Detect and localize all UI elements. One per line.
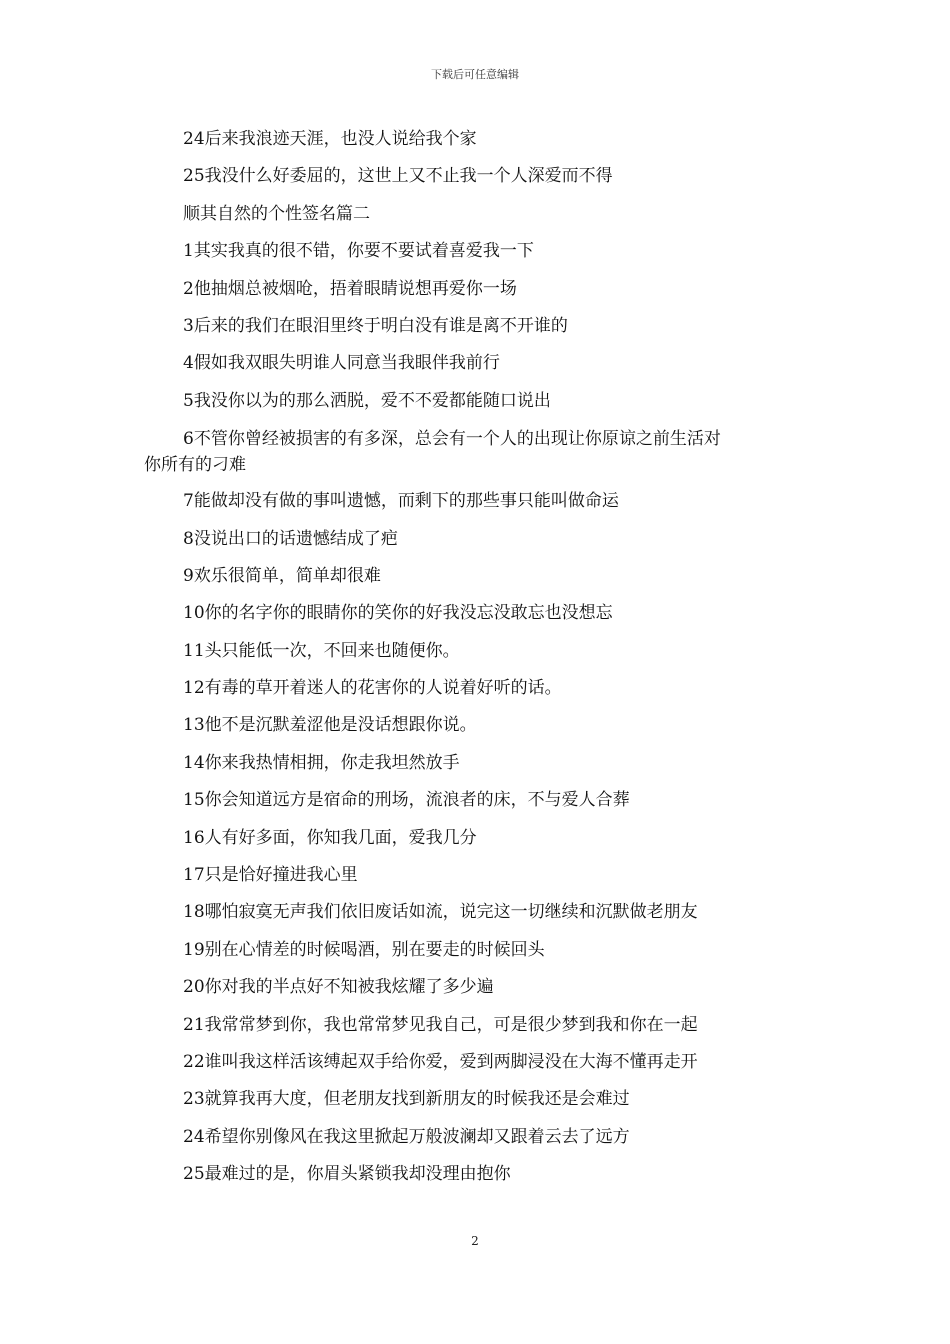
text-line: 5我没你以为的那么洒脱，爱不不爱都能随口说出: [183, 390, 551, 411]
text-line: 24希望你别像风在我这里掀起万般波澜却又跟着云去了远方: [183, 1126, 630, 1147]
document-body: [144, 121, 824, 1194]
wrapped-paragraph: [144, 420, 824, 483]
text-line: 1其实我真的很不错，你要不要试着喜爱我一下: [183, 241, 534, 262]
text-line: 23就算我再大度，但老朋友找到新朋友的时候我还是会难过: [183, 1089, 630, 1110]
text-line: 14你来我热情相拥，你走我坦然放手: [183, 752, 460, 773]
text-line: 21我常常梦到你，我也常常梦见我自己，可是很少梦到我和你在一起: [183, 1014, 698, 1035]
text-line: 10你的名字你的眼睛你的笑你的好我没忘没敢忘也没想忘: [183, 603, 613, 624]
section-heading: 顺其自然的个性签名篇二: [183, 203, 370, 224]
text-line: 4假如我双眼失明谁人同意当我眼伴我前行: [183, 353, 500, 374]
text-line: 25最难过的是，你眉头紧锁我却没理由抱你: [183, 1164, 511, 1185]
text-line: 9欢乐很简单，简单却很难: [183, 565, 381, 586]
text-line: 25我没什么好委屈的，这世上又不止我一个人深爱而不得: [183, 166, 613, 187]
text-line: 19别在心情差的时候喝酒，别在要走的时候回头: [183, 939, 545, 960]
text-line: 3后来的我们在眼泪里终于明白没有谁是离不开谁的: [183, 315, 568, 336]
text-line: 24后来我浪迹天涯，也没人说给我个家: [183, 129, 477, 149]
text-line: 11头只能低一次，不回来也随便你。: [183, 640, 460, 661]
text-line: 18哪怕寂寞无声我们依旧废话如流，说完这一切继续和沉默做老朋友: [183, 902, 698, 923]
text-line: 22谁叫我这样活该缚起双手给你爱，爱到两脚浸没在大海不懂再走开: [183, 1051, 698, 1072]
wrapped-paragraph-first-line: 6不管你曾经被损害的有多深，总会有一个人的出现让你原谅之前生活对: [183, 429, 721, 450]
text-line: 12有毒的草开着迷人的花害你的人说着好听的话。: [183, 678, 562, 699]
text-line: 15你会知道远方是宿命的刑场，流浪者的床，不与爱人合葬: [183, 790, 630, 811]
text-line: 20你对我的半点好不知被我炫耀了多少遍: [183, 977, 494, 998]
text-line: 8没说出口的话遗憾结成了疤: [183, 528, 398, 549]
text-line: 13他不是沉默羞涩他是没话想跟你说。: [183, 715, 477, 736]
text-line: 7能做却没有做的事叫遗憾，而剩下的那些事只能叫做命运: [183, 491, 619, 512]
text-line: 16人有好多面，你知我几面，爱我几分: [183, 827, 477, 848]
text-line: 2他抽烟总被烟呛，捂着眼睛说想再爱你一场: [183, 278, 517, 299]
page-number: 2: [471, 1234, 479, 1248]
wrapped-paragraph-continuation: 你所有的刁难: [144, 455, 246, 476]
page-header: 下载后可任意编辑: [431, 68, 519, 81]
text-line: 17只是恰好撞进我心里: [183, 865, 358, 886]
